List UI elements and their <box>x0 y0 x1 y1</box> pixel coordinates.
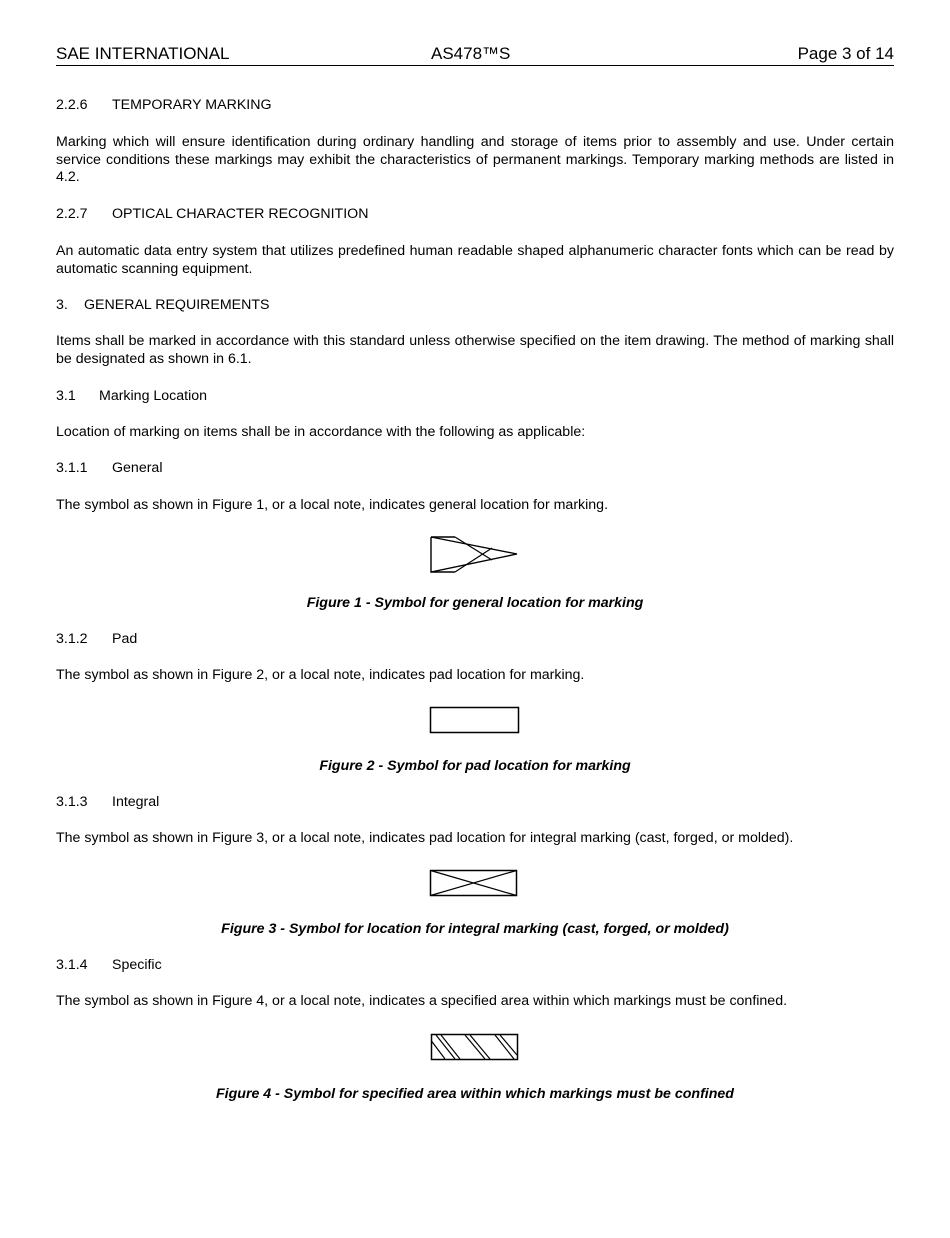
header-page-number: Page 3 of 14 <box>797 44 894 63</box>
section-number: 2.2.7 <box>56 206 88 222</box>
section-title: Pad <box>112 631 138 647</box>
section-body-3-1-4: The symbol as shown in Figure 4, or a local note, indicates a specified area within which markings must be confined. <box>56 993 788 1009</box>
section-title: TEMPORARY MARKING <box>112 97 272 113</box>
section-heading-3-1 <box>56 388 894 406</box>
integral-marking-symbol-icon <box>429 869 521 899</box>
figure-2-caption: Figure 2 - Symbol for pad location for marking <box>319 758 631 774</box>
section-heading-2-2-6 <box>56 97 894 115</box>
section-body-2-2-6: Marking which will ensure identification during ordinary handling and storage of items prior to assembly and use. Under certain service conditions these markings may exhibit the characteristics of permanent markings. Temporary marking methods are listed in 4.2. <box>56 134 894 185</box>
section-heading-3-1-2 <box>56 631 894 649</box>
page-header <box>56 44 894 66</box>
figure-3-caption: Figure 3 - Symbol for location for integral marking (cast, forged, or molded) <box>221 921 729 937</box>
header-org: SAE INTERNATIONAL <box>56 44 230 63</box>
header-doc-id: AS478™S <box>431 44 511 63</box>
specified-area-symbol-icon <box>430 1033 520 1063</box>
section-heading-3-1-1 <box>56 460 894 478</box>
section-number: 3.1 <box>56 388 76 404</box>
section-title: Marking Location <box>99 388 208 404</box>
section-body-3-1-3: The symbol as shown in Figure 3, or a local note, indicates pad location for integral marking (cast, forged, or molded). <box>56 830 794 846</box>
figure-1-caption: Figure 1 - Symbol for general location for marking <box>306 595 644 611</box>
section-title: OPTICAL CHARACTER RECOGNITION <box>112 206 369 222</box>
section-body-3-1-1: The symbol as shown in Figure 1, or a local note, indicates general location for marking. <box>56 497 609 513</box>
section-heading-3-1-4 <box>56 957 894 975</box>
section-number: 3.1.4 <box>56 957 88 973</box>
general-location-symbol-icon <box>430 536 520 574</box>
section-number: 3.1.3 <box>56 794 88 810</box>
section-title: General <box>112 460 163 476</box>
section-body-3: Items shall be marked in accordance with this standard unless otherwise specified on the item drawing. The method of marking shall be designated as shown in 6.1. <box>56 333 894 367</box>
section-number: 2.2.6 <box>56 97 88 113</box>
section-heading-3 <box>56 297 894 315</box>
section-title: Integral <box>112 794 160 810</box>
section-heading-2-2-7 <box>56 206 894 224</box>
section-number: 3. <box>56 297 68 313</box>
section-number: 3.1.1 <box>56 460 88 476</box>
section-heading-3-1-3 <box>56 794 894 812</box>
pad-location-symbol-icon <box>429 706 521 736</box>
figure-4-caption: Figure 4 - Symbol for specified area within which markings must be confined <box>216 1086 734 1102</box>
section-body-2-2-7: An automatic data entry system that utilizes predefined human readable shaped alphanumeric character fonts which can be read by automatic scanning equipment. <box>56 243 894 277</box>
section-body-3-1: Location of marking on items shall be in accordance with the following as applicable: <box>56 424 586 440</box>
section-title: GENERAL REQUIREMENTS <box>84 297 270 313</box>
section-body-3-1-2: The symbol as shown in Figure 2, or a local note, indicates pad location for marking. <box>56 667 585 683</box>
section-number: 3.1.2 <box>56 631 88 647</box>
section-title: Specific <box>112 957 162 973</box>
